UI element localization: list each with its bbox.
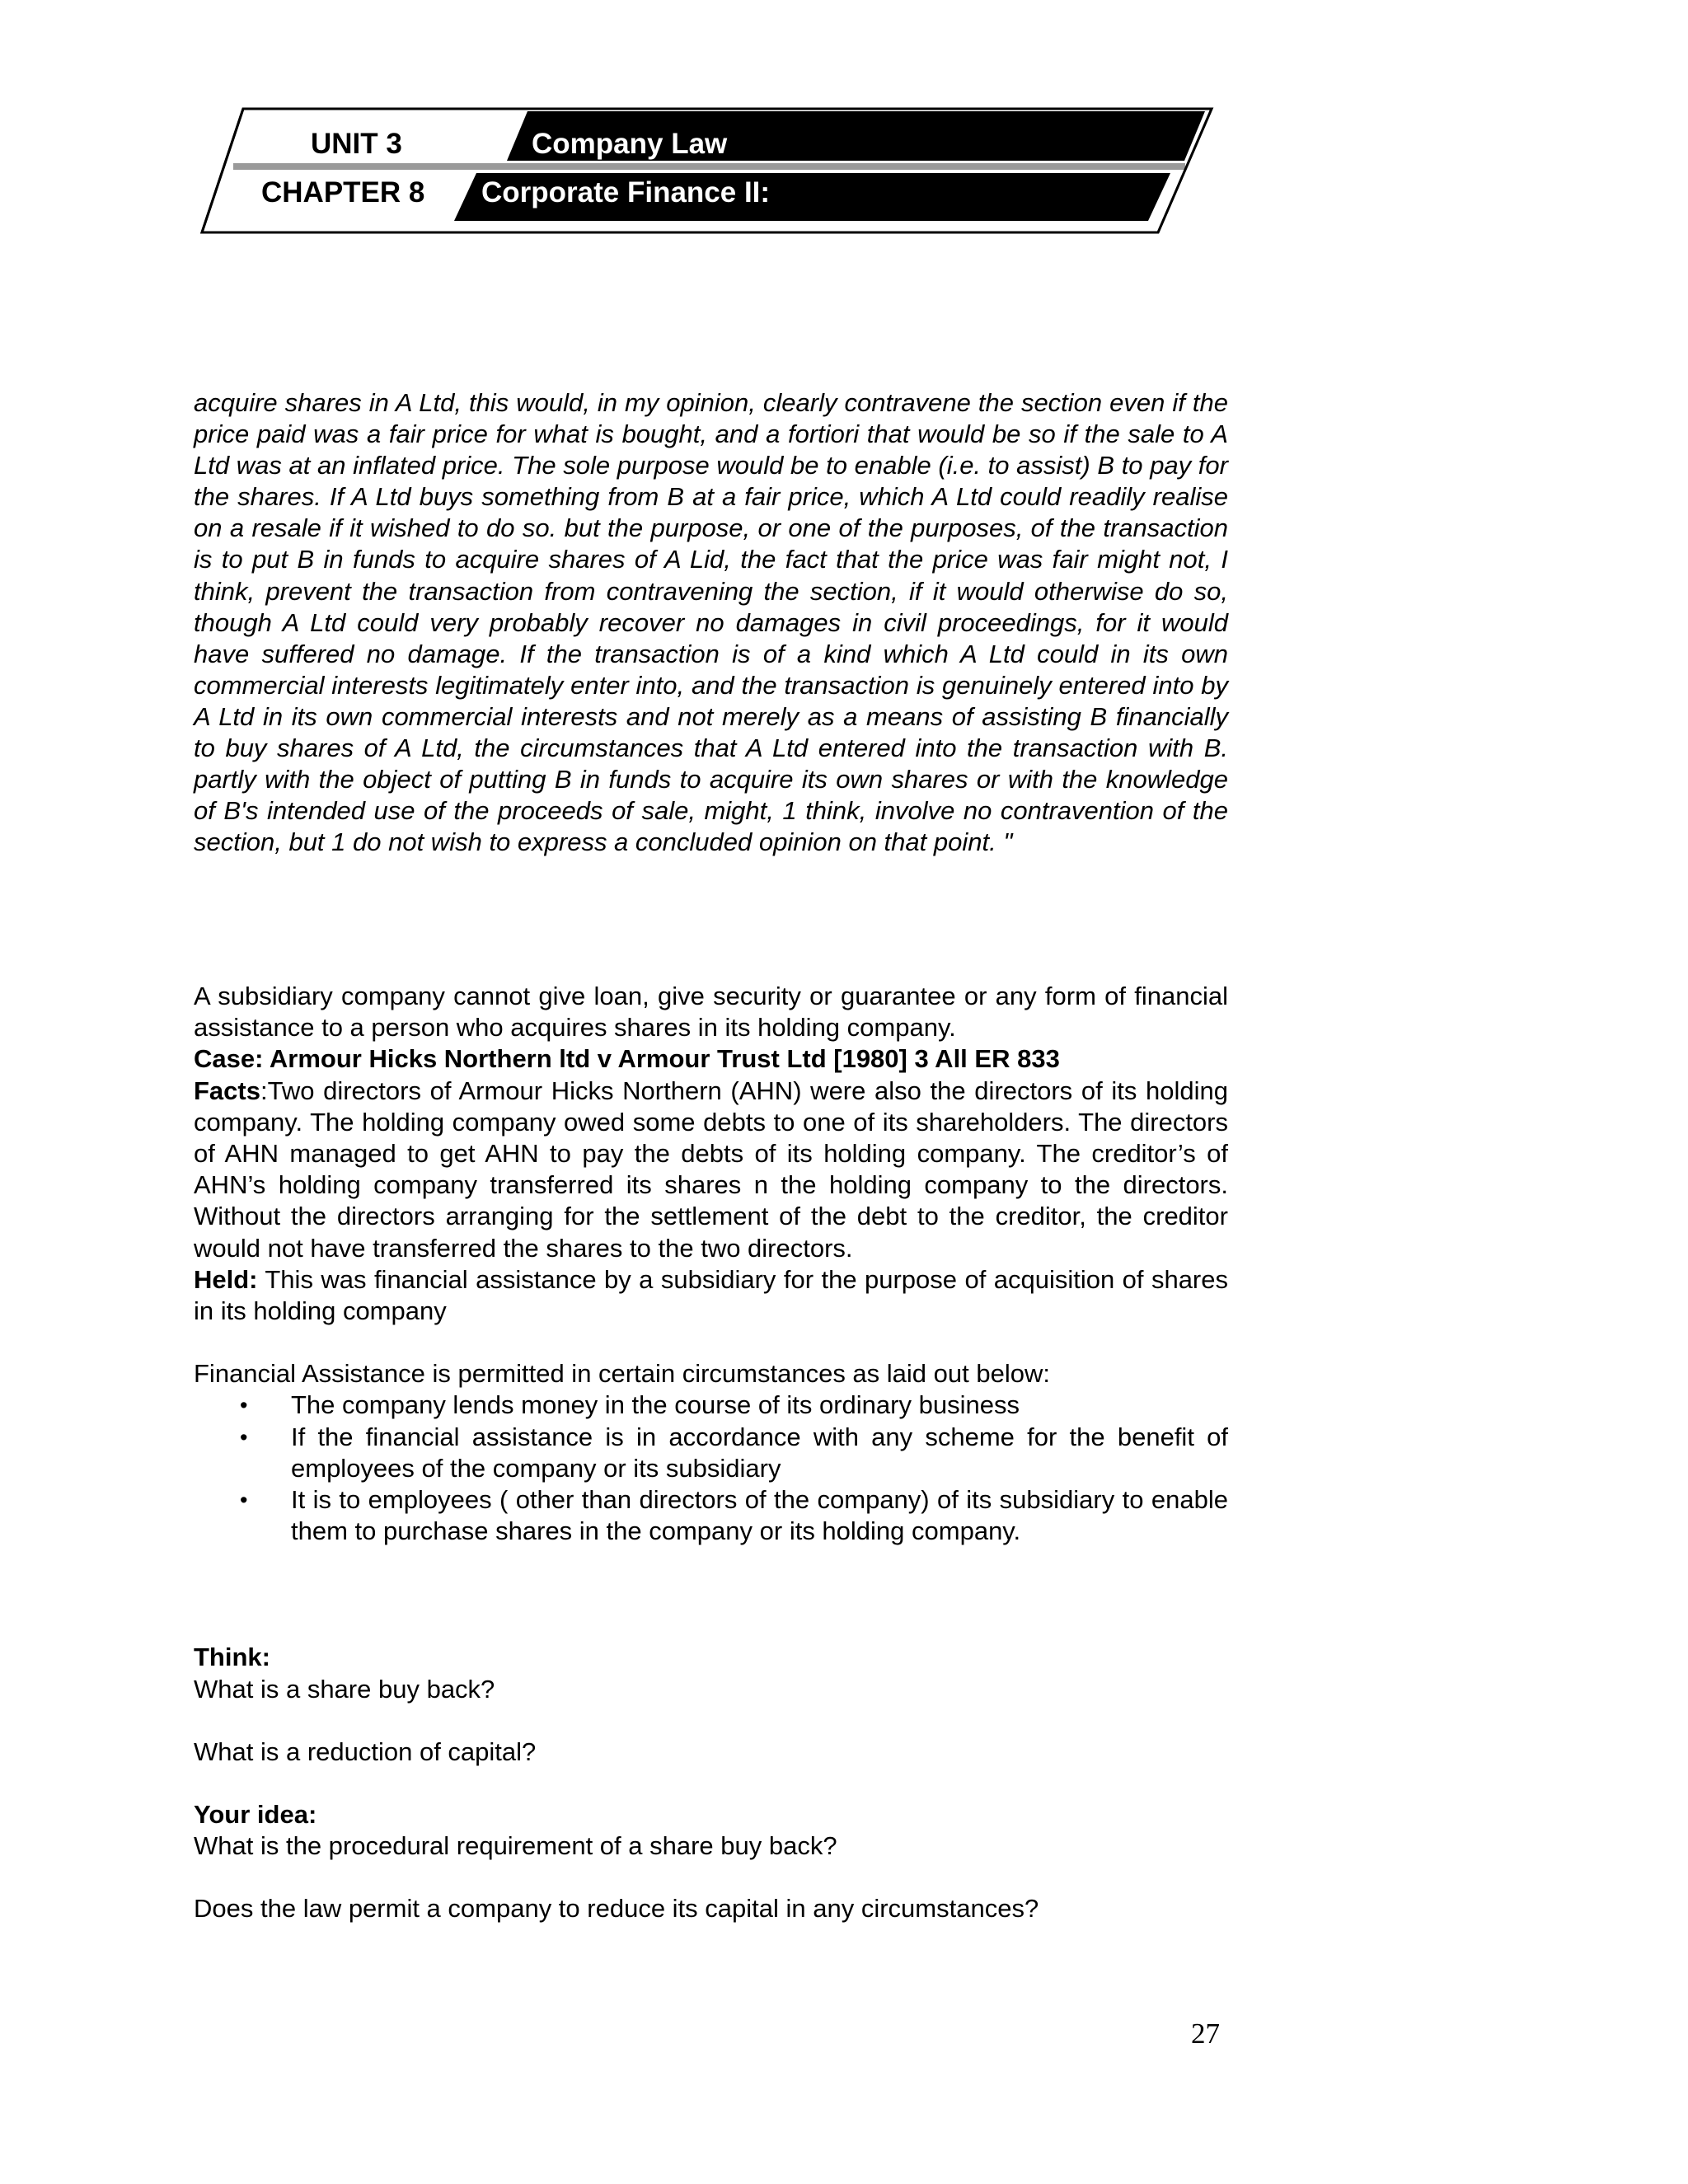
quote-paragraph: acquire shares in A Ltd, this would, in my opinion, clearly contravene the section even if the price paid was a fair price for what is bought, and a fortiori that would be so if the sale to A Ltd was at an inflated price. The sole purpose would be to enable (i.e. to assist) B to pay for the shares. If A Ltd buys something from B at a fair price, which A Ltd could readily realise on a resale if it wished to do so. but the purpose, or one of the purposes, of the transaction is to put B in funds to acquire shares of A Lid, the fact that the price was fair might not, I think, prevent the transaction from contravening the section, if it would otherwise do so, though A Ltd could very probably recover no damages in civil proceedings, for it would have suffered no damage. If the transaction is of a kind which A Ltd could in its own commercial interests legitimately enter into, and the transaction is genuinely entered into by A Ltd in its own commercial interests and not merely as a means of assisting B financially to buy shares of A Ltd, the circumstances that A Ltd entered into the transaction with B. partly with the object of putting B in funds to acquire its own shares or with the knowledge of B's intended use of the proceeds of sale, might, 1 think, involve no contravention of the section, but 1 do not wish to express a concluded opinion on that point. ": [194, 388, 1228, 857]
held-label: Held:: [194, 1264, 258, 1294]
permitted-intro: Financial Assistance is permitted in certain circumstances as laid out below:: [194, 1359, 1050, 1389]
list-item: [240, 1484, 1228, 1547]
subsidiary-rule-paragraph: A subsidiary company cannot give loan, give security or guarantee or any form of financial assistance to a person who acquires shares in its holding company.: [194, 982, 1228, 1043]
bullet-icon: •: [240, 1424, 248, 1450]
case-heading: Case: Armour Hicks Northern ltd v Armour Trust Ltd [1980] 3 All ER 833: [194, 1044, 1060, 1074]
list-item-text: The company lends money in the course of its ordinary business: [291, 1390, 1020, 1420]
facts-paragraph: [194, 1076, 1228, 1264]
unit-title: Company Law: [532, 128, 728, 160]
unit-label: UNIT 3: [311, 128, 402, 160]
held-paragraph: [194, 1264, 1228, 1327]
facts-text: :Two directors of Armour Hicks Northern (AHN) were also the directors of its holding company. The holding company owed some debts to one of its shareholders. The directors of AHN managed to get AHN to pay the debts of its holding company. The creditor’s of AHN’s holding company transferred its shares n the holding company to the directors. Without the directors arranging for the settlement of the debt to the creditor, the creditor would not have transferred the shares to the two directors.: [194, 1076, 1228, 1263]
think-question-2: What is a reduction of capital?: [194, 1736, 537, 1766]
list-item-text: It is to employees ( other than directors of the company) of its subsidiary to enable them to purchase shares in the company or its holding company.: [291, 1485, 1228, 1546]
bullet-icon: •: [240, 1488, 248, 1513]
held-text: This was financial assistance by a subsidiary for the purpose of acquisition of shares in its holding company: [194, 1264, 1228, 1326]
banner-graphic: [0, 0, 1688, 247]
bullet-icon: •: [240, 1393, 248, 1418]
chapter-banner: [0, 0, 1688, 247]
think-heading: Think:: [194, 1643, 270, 1672]
list-item-text: If the financial assistance is in accordance with any scheme for the benefit of employees of the company or its subsidiary: [291, 1422, 1228, 1483]
list-item: [240, 1422, 1228, 1484]
main-content: [194, 981, 1228, 1925]
think-question-1: What is a share buy back?: [194, 1674, 495, 1704]
your-idea-question-2: Does the law permit a company to reduce its capital in any circumstances?: [194, 1894, 1039, 1924]
your-idea-question-1: What is the procedural requirement of a share buy back?: [194, 1831, 837, 1861]
page-number: 27: [1191, 2018, 1220, 2050]
chapter-title: Corporate Finance II:: [481, 176, 771, 209]
permitted-list: [194, 1390, 1228, 1547]
chapter-label: CHAPTER 8: [261, 176, 425, 209]
quoted-judgment: [194, 387, 1228, 858]
your-idea-heading: Your idea:: [194, 1800, 317, 1830]
list-item: [240, 1390, 1228, 1421]
facts-label: Facts: [194, 1076, 260, 1105]
